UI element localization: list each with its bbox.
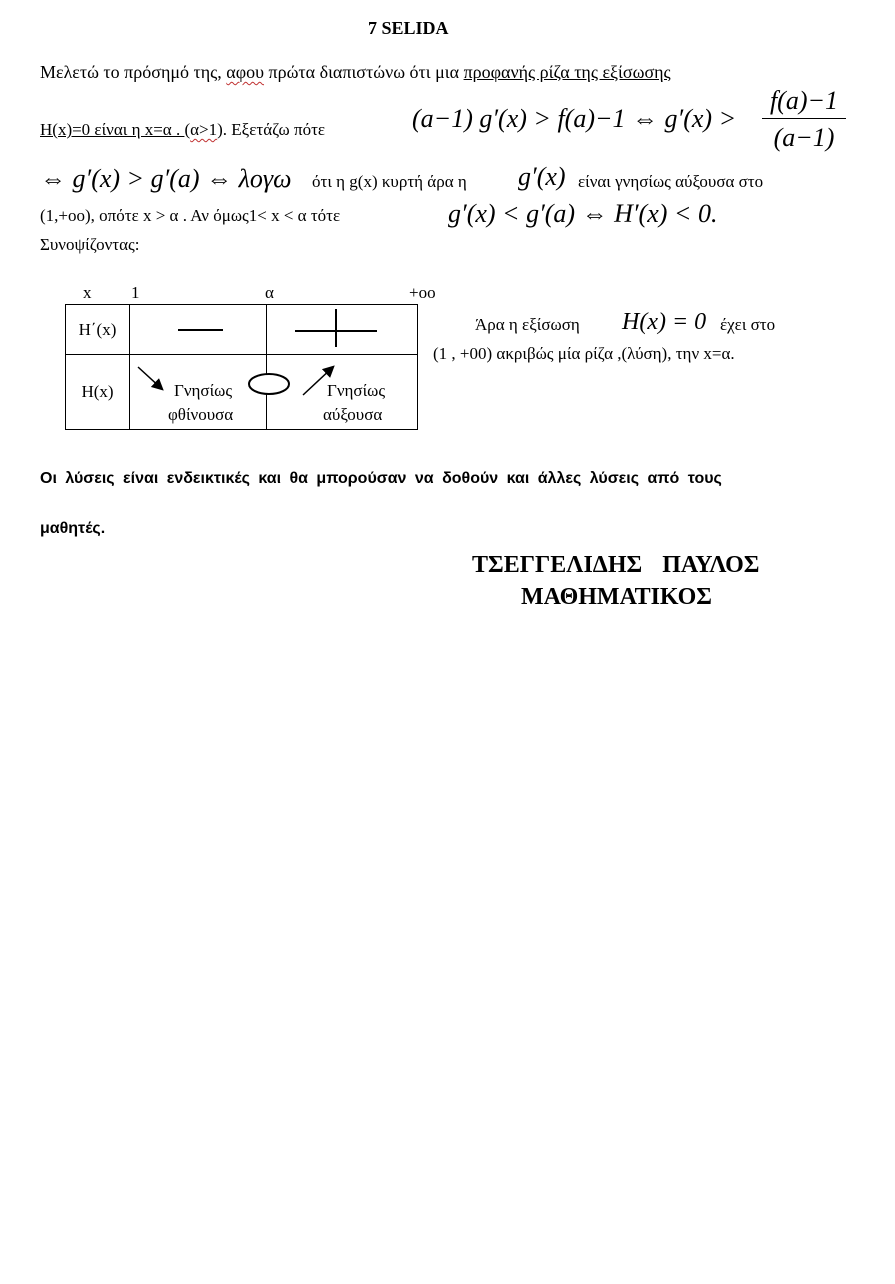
increasing-text: είναι γνησίως αύξουσα στο xyxy=(578,172,764,191)
author-title: ΜΑΘΗΜΑΤΙΚΟΣ xyxy=(521,584,712,610)
root-condition: α>1 xyxy=(190,120,218,139)
summary-label: Συνοψίζοντας: xyxy=(40,235,140,254)
minus-sign-icon xyxy=(130,305,266,349)
sign-table xyxy=(65,304,418,430)
table-row-function xyxy=(66,355,418,430)
table-header-x: x xyxy=(83,283,92,302)
equivalence-equation: ⇔ g′(x) > g′(a) ⇔ λογω xyxy=(40,164,292,193)
inequality-equation: (a−1) g′(x) > f(a)−1 ⇔ g′(x) > xyxy=(412,104,737,133)
root-examine: ). Εξετάζω πότε xyxy=(217,120,326,139)
paragraph-intro xyxy=(40,62,671,83)
intro-text-a: Μελετώ το πρόσημό της, xyxy=(40,62,227,82)
interval-text: (1,+oo), οπότε x > α . Αν όμως1< x < α τότε xyxy=(40,206,341,225)
fraction-denominator: (a−1) xyxy=(773,123,835,152)
note-line-2: μαθητές. xyxy=(40,520,106,537)
minimum-oval-icon xyxy=(247,372,291,396)
row-label-function: H(x) xyxy=(66,355,130,430)
derivative-symbol: g′(x) xyxy=(518,162,566,191)
convexity-text: ότι η g(x) κυρτή άρα η xyxy=(312,172,467,191)
intro-text-d: προφανής ρίζα της εξίσωσης xyxy=(463,62,671,82)
conclusion-text-c: (1 , +00) ακριβώς μία ρίζα ,(λύση), την x=α. xyxy=(433,344,735,363)
table-header-infinity: +oo xyxy=(409,283,436,302)
root-paren-open: ( xyxy=(184,120,191,139)
plus-sign-icon xyxy=(267,305,417,349)
decreasing-cell xyxy=(130,355,267,430)
fraction-numerator: f(a)−1 xyxy=(769,86,839,115)
conclusion-equation: Η(x) = 0 xyxy=(622,309,707,335)
author-name: ΤΣΕΓΓΕΛΙΔΗΣ ΠΑΥΛΟΣ xyxy=(472,552,760,578)
row-label-derivative: H΄(x) xyxy=(66,305,130,355)
line-root xyxy=(40,120,325,140)
table-header-one: 1 xyxy=(131,283,140,302)
decreasing-label-1: Γνησίως xyxy=(174,381,233,400)
decreasing-label-2: φθίνουσα xyxy=(168,405,234,424)
fraction xyxy=(762,86,846,153)
conclusion-text-b: έχει στο xyxy=(720,315,776,334)
conclusion-text-a: Άρα η εξίσωση xyxy=(475,315,580,334)
root-statement: H(x)=0 είναι η x=α . xyxy=(40,120,185,139)
line-end-dot: . xyxy=(710,199,718,228)
intro-text-b: αφου xyxy=(226,62,265,82)
increasing-label-2: αύξουσα xyxy=(323,405,383,424)
negative-derivative-expr: g′(x) < g′(a) ⇔ Η′(x) < 0 xyxy=(448,199,711,228)
minus-sign-cell xyxy=(130,305,267,355)
table-row-derivative xyxy=(66,305,418,355)
increasing-label-1: Γνησίως xyxy=(327,381,386,400)
table-header-alpha: α xyxy=(265,283,274,302)
note-line-1: Οι λύσεις είναι ενδεικτικές και θα μπορούσαν να δοθούν και άλλες λύσεις από τους xyxy=(40,470,722,487)
negative-derivative-equation xyxy=(448,199,717,229)
intro-text-c: πρώτα διαπιστώνω ότι μια xyxy=(264,62,464,82)
page-title: 7 SELIDA xyxy=(368,18,449,38)
plus-sign-cell xyxy=(267,305,418,355)
fraction-bar xyxy=(762,118,846,119)
